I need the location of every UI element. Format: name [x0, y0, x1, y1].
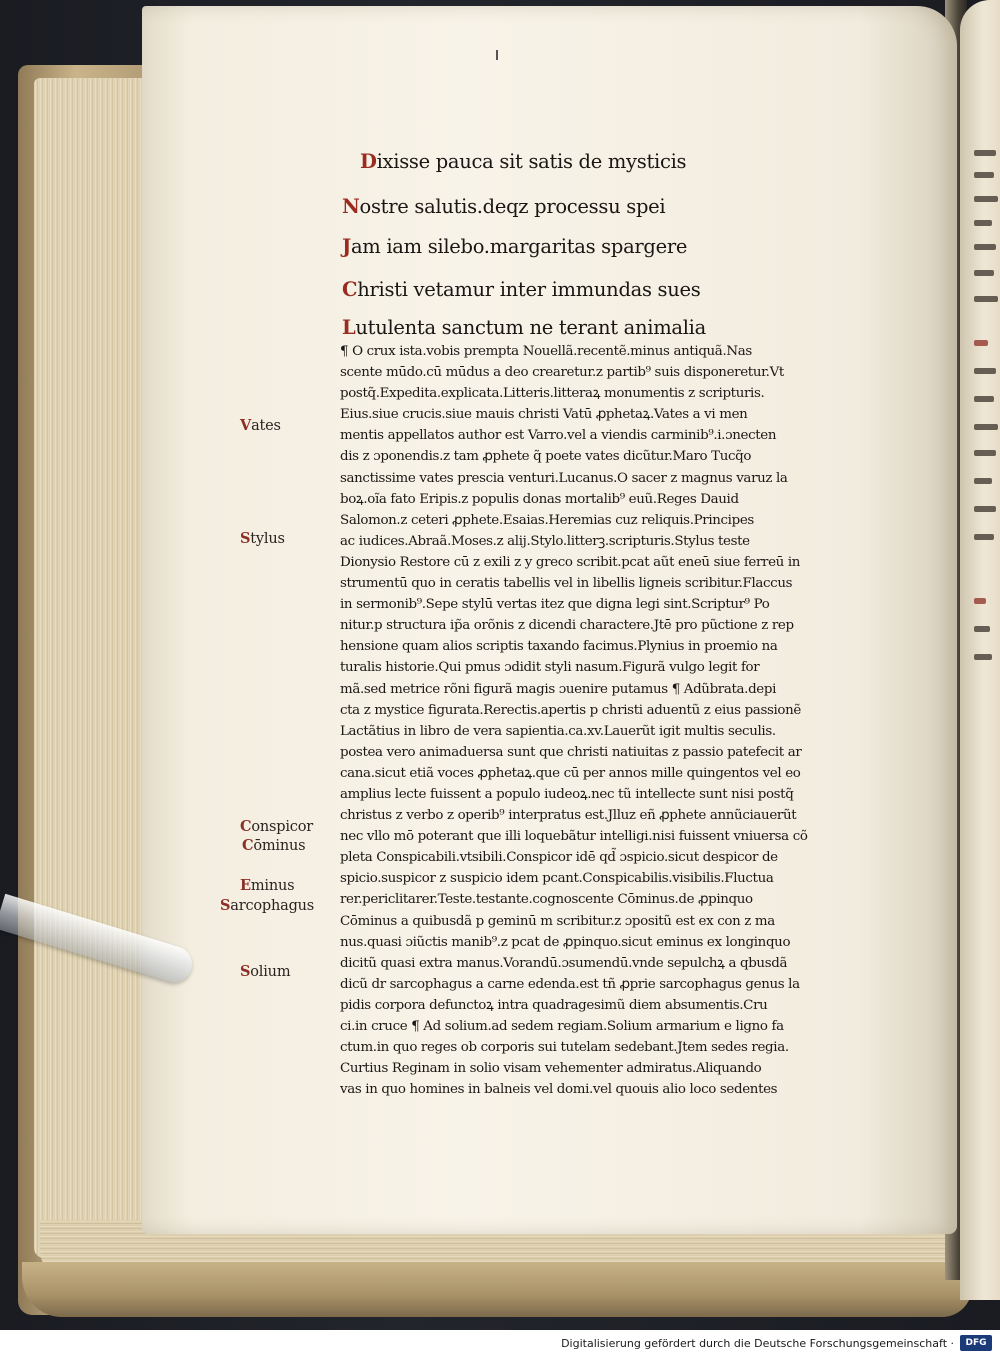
verse-line-1 — [360, 150, 686, 173]
margin-note-conspicor — [240, 818, 313, 835]
facing-page-text — [974, 368, 996, 374]
text-line: boꝝ.oĩa fato Eripis.z populis donas mortalib⁹ euũ.Reges Dauid — [340, 491, 739, 507]
facing-page-text — [974, 220, 992, 226]
text-line: spicio.suspicor z suspicio idem pcant.Conspicabilis.visibilis.Fluctua — [340, 871, 774, 887]
page-mark — [496, 50, 498, 60]
margin-note-solium — [240, 963, 290, 980]
margin-initial: S — [240, 963, 251, 980]
margin-text: ates — [251, 418, 281, 434]
verse-text: am iam silebo.margaritas spargere — [350, 235, 688, 258]
margin-text: tylus — [250, 531, 285, 547]
margin-initial: S — [220, 897, 231, 914]
text-line: scente mūdo.cū mūdus a deo crearetur.z partib⁹ suis disponeretur.Vt — [340, 365, 784, 381]
text-line: Salomon.z ceteri ꝓphete.Esaias.Heremias cuz reliquis.Principes — [340, 512, 754, 528]
footer-bar — [0, 1330, 1000, 1356]
text-line: postq̃.Expedita.explicata.Litteris.litteraꝝ monumentis z scripturis. — [340, 386, 765, 402]
margin-text: arcophagus — [230, 898, 315, 914]
text-line: vas in quo homines in balneis vel domi.vel quouis alio loco sedentes — [340, 1082, 778, 1098]
facing-page-text — [974, 150, 996, 156]
verse-initial: J — [342, 235, 351, 258]
text-line: ctum.in quo reges ob corporis sui tutelam sedebant.Jtem sedes regia. — [340, 1040, 789, 1056]
facing-page-text — [974, 244, 996, 250]
verse-text: ixisse pauca sit satis de mysticis — [376, 150, 687, 173]
verse-initial: C — [342, 278, 358, 301]
margin-note-stylus — [240, 530, 285, 547]
text-line: ac iudices.Abraã.Moses.z alij.Stylo.litterꝫ.scripturis.Stylus teste — [340, 533, 750, 549]
text-line: postea vero animaduersa sunt que christi natiuitas z passio patefecit ar — [340, 744, 802, 760]
facing-page-text — [974, 396, 994, 402]
facing-page-text — [974, 196, 998, 202]
verse-initial: L — [342, 316, 356, 339]
facing-page-text — [974, 626, 990, 632]
margin-initial: C — [242, 837, 254, 854]
facing-page-rubric — [974, 598, 986, 604]
text-line: Eius.siue crucis.siue mauis christi Vatū ꝓphetaꝝ.Vates a vi men — [340, 407, 748, 423]
margin-note-eminus — [240, 877, 294, 894]
text-line: christus z verbo z operib⁹ interpratus est.Jlluz eñ ꝓphete annũciauerũt — [340, 808, 797, 824]
facing-page-text — [974, 424, 998, 430]
facing-page-text — [974, 450, 996, 456]
facing-page-text — [974, 534, 994, 540]
text-line: amplius lecte fuissent a populo iudeoꝝ.nec tũ intellecte sunt nisi postq̃ — [340, 786, 794, 802]
text-line: hensione quam alios scriptis taxando facimus.Plynius in proemio na — [340, 639, 778, 655]
margin-text: minus — [250, 878, 295, 894]
text-line: nec vllo mō poterant que illi loquebãtur intelligi.nisi fuissent vniuersa cõ — [340, 829, 808, 845]
verse-line-4 — [342, 278, 700, 301]
margin-text: onspicor — [251, 819, 313, 835]
text-line: rer.periclitarer.Teste.testante.cognoscente Cōminus.de ꝓpinquo — [340, 892, 753, 908]
text-line: nitur.p structura ip̃a orõnis z dicendi charactere.Jtē pro pũctione z rep — [340, 618, 794, 634]
margin-initial: S — [240, 530, 251, 547]
margin-text: ōminus — [253, 838, 306, 854]
commentary-text — [340, 341, 862, 1100]
text-line: in sermonib⁹.Sepe stylū vertas itez que digna legi sint.Scriptur⁹ Po — [340, 597, 770, 613]
verse-text: hristi vetamur inter immundas sues — [357, 278, 701, 301]
facing-page-text — [974, 270, 994, 276]
text-line: Cōminus a quibusdã p geminū m scribitur.z ɔpositũ est ex con z ma — [340, 913, 775, 929]
dfg-logo: DFG — [960, 1335, 992, 1351]
text-line: sanctissime vates prescia venturi.Lucanus.O sacer z magnus varuz la — [340, 470, 788, 486]
margin-text: olium — [250, 964, 291, 980]
text-line: cana.sicut etiã voces ꝓphetaꝝ.que cū per annos mille quingentos vel eo — [340, 765, 801, 781]
margin-initial: V — [240, 417, 252, 434]
verse-initial: N — [342, 195, 360, 218]
facing-page-text — [974, 478, 992, 484]
margin-note-vates — [240, 417, 281, 434]
text-line: strumentū quo in ceratis tabellis vel in libellis ligneis scribitur.Flaccus — [340, 576, 793, 592]
margin-note-cominus — [242, 837, 305, 854]
verse-text: utulenta sanctum ne terant animalia — [355, 316, 706, 339]
facing-page-text — [974, 506, 996, 512]
text-line: pidis corpora defunctoꝝ intra quadragesimũ diem absumentis.Cru — [340, 997, 768, 1013]
text-line: dicũ dr sarcophagus a carne edenda.est tñ ꝓprie sarcophagus genus la — [340, 976, 800, 992]
text-line: Lactãtius in libro de vera sapientia.ca.xv.Lauerũt igit multis seculis. — [340, 723, 776, 739]
book-cover-bottom — [22, 1262, 972, 1317]
margin-initial: C — [240, 818, 252, 835]
text-line: ci.in cruce ¶ Ad solium.ad sedem regiam.Solium armarium e ligno fa — [340, 1019, 784, 1034]
text-line: mã.sed metrice rõni figurã magis ɔuenire putamus ¶ Adũbrata.depi — [340, 681, 777, 697]
text-line: dicitũ quasi extra manus.Vorandū.ɔsumendū.vnde sepulchꝝ a qbusdã — [340, 955, 788, 971]
text-line: pleta Conspicabili.vtsibili.Conspicor idē qd̃ ɔspicio.sicut despicor de — [340, 850, 778, 866]
margin-note-sarcophagus — [220, 897, 314, 914]
facing-page-rubric — [974, 340, 988, 346]
facing-page-text — [974, 296, 998, 302]
page-block-edge — [34, 78, 152, 1258]
text-line: Dionysio Restore cū z exili z y greco scribit.pcat aũt eneū siue ferreū in — [340, 554, 801, 570]
text-line: mentis appellatos author est Varro.vel a viendis carminib⁹.i.ɔnecten — [340, 428, 777, 444]
verse-text: ostre salutis.deqz processu spei — [359, 195, 666, 218]
facing-page-text — [974, 172, 994, 178]
verse-line-5 — [342, 316, 706, 339]
text-line: dis z ɔponendis.z tam ꝓphete q̃ poete vates dicũtur.Maro Tucq̃o — [340, 449, 752, 465]
text-line: Curtius Reginam in solio visam vehementer admiratus.Aliquando — [340, 1061, 762, 1077]
verse-initial: D — [360, 150, 377, 173]
facing-page-text — [974, 654, 992, 660]
text-line: turalis historie.Qui pmus ɔdidit styli nasum.Figurã vulgo legit for — [340, 660, 760, 676]
verse-line-2 — [342, 195, 665, 218]
text-line: ¶ O crux ista.vobis prempta Nouellã.recentẽ.minus antiquã.Nas — [340, 344, 752, 359]
text-line: cta z mystice figurata.Rerectis.apertis p christi aduentũ z eius passionẽ — [340, 702, 801, 718]
funding-credit: Digitalisierung gefördert durch die Deutsche Forschungsgemeinschaft · — [561, 1337, 954, 1350]
margin-initial: E — [240, 877, 251, 894]
verse-line-3 — [342, 235, 687, 258]
text-line: nus.quasi ɔiũctis manib⁹.z pcat de ꝓpinquo.sicut eminus ex longinquo — [340, 934, 791, 950]
facing-page — [960, 0, 1000, 1300]
